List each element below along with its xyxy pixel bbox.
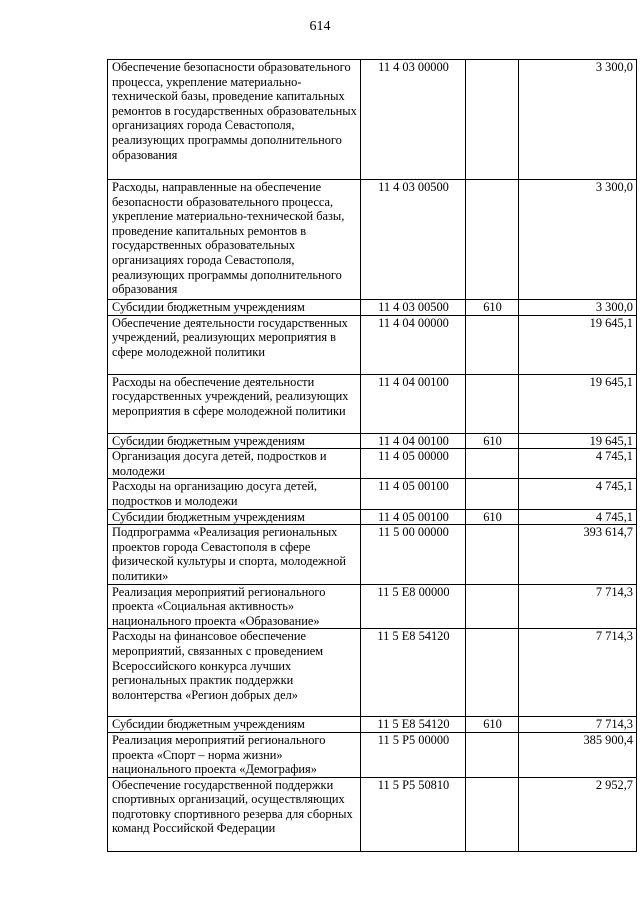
row-kind-cell bbox=[466, 584, 519, 629]
row-name-cell: Расходы на организацию досуга детей, подростков и молодежи bbox=[108, 479, 361, 509]
table-row bbox=[108, 479, 637, 509]
row-code-cell: 11 4 03 00000 bbox=[361, 60, 466, 180]
table-row bbox=[108, 777, 637, 851]
row-code-cell: 11 5 E8 54120 bbox=[361, 717, 466, 733]
row-name-cell: Расходы, направленные на обеспечение безопасности образовательного процесса, укрепление материально-технической базы, проведение капитальных ремонтов в государственных образовательных организациях города Севастополя, реализующих программы дополнительного образования bbox=[108, 180, 361, 300]
row-code-cell: 11 5 E8 54120 bbox=[361, 629, 466, 717]
table-row bbox=[108, 374, 637, 433]
row-sum-cell: 19 645,1 bbox=[519, 315, 637, 374]
row-sum-cell: 393 614,7 bbox=[519, 525, 637, 584]
row-sum-cell: 4 745,1 bbox=[519, 479, 637, 509]
row-code-cell: 11 4 03 00500 bbox=[361, 300, 466, 316]
row-kind-cell bbox=[466, 732, 519, 777]
table-row bbox=[108, 717, 637, 733]
row-sum-cell: 7 714,3 bbox=[519, 629, 637, 717]
row-kind-cell bbox=[466, 777, 519, 851]
row-code-cell: 11 5 E8 00000 bbox=[361, 584, 466, 629]
row-name-cell: Организация досуга детей, подростков и молодежи bbox=[108, 449, 361, 479]
row-name-cell: Расходы на обеспечение деятельности государственных учреждений, реализующих мероприятия в сфере молодежной политики bbox=[108, 374, 361, 433]
row-sum-cell: 4 745,1 bbox=[519, 449, 637, 479]
row-name-cell: Субсидии бюджетным учреждениям bbox=[108, 509, 361, 525]
budget-table bbox=[107, 59, 637, 852]
row-sum-cell: 4 745,1 bbox=[519, 509, 637, 525]
row-kind-cell: 610 bbox=[466, 509, 519, 525]
row-code-cell: 11 4 04 00100 bbox=[361, 374, 466, 433]
row-code-cell: 11 4 05 00100 bbox=[361, 509, 466, 525]
row-kind-cell bbox=[466, 629, 519, 717]
row-sum-cell: 3 300,0 bbox=[519, 180, 637, 300]
table-row bbox=[108, 629, 637, 717]
row-sum-cell: 7 714,3 bbox=[519, 584, 637, 629]
table-row bbox=[108, 60, 637, 180]
row-sum-cell: 2 952,7 bbox=[519, 777, 637, 851]
table-row bbox=[108, 509, 637, 525]
row-code-cell: 11 5 00 00000 bbox=[361, 525, 466, 584]
table-row bbox=[108, 180, 637, 300]
row-code-cell: 11 4 04 00100 bbox=[361, 433, 466, 449]
row-kind-cell bbox=[466, 479, 519, 509]
row-code-cell: 11 4 04 00000 bbox=[361, 315, 466, 374]
row-name-cell: Подпрограмма «Реализация региональных проектов города Севастополя в сфере физической культуры и спорта, молодежной политики» bbox=[108, 525, 361, 584]
row-sum-cell: 3 300,0 bbox=[519, 300, 637, 316]
row-code-cell: 11 5 P5 00000 bbox=[361, 732, 466, 777]
table-row bbox=[108, 584, 637, 629]
table-row bbox=[108, 433, 637, 449]
row-name-cell: Обеспечение государственной поддержки спортивных организаций, осуществляющих подготовку спортивного резерва для сборных команд Российской Федерации bbox=[108, 777, 361, 851]
table-row bbox=[108, 449, 637, 479]
row-code-cell: 11 4 05 00100 bbox=[361, 479, 466, 509]
row-kind-cell bbox=[466, 180, 519, 300]
page-number: 614 bbox=[309, 19, 331, 34]
table-row bbox=[108, 732, 637, 777]
row-kind-cell bbox=[466, 449, 519, 479]
row-code-cell: 11 4 03 00500 bbox=[361, 180, 466, 300]
row-name-cell: Расходы на финансовое обеспечение мероприятий, связанных с проведением Всероссийского конкурса лучших региональных практик поддержки волонтерства «Регион добрых дел» bbox=[108, 629, 361, 717]
row-name-cell: Субсидии бюджетным учреждениям bbox=[108, 433, 361, 449]
row-sum-cell: 3 300,0 bbox=[519, 60, 637, 180]
table-row bbox=[108, 525, 637, 584]
row-sum-cell: 19 645,1 bbox=[519, 433, 637, 449]
row-name-cell: Реализация мероприятий регионального проекта «Спорт – норма жизни» национального проекта «Демография» bbox=[108, 732, 361, 777]
row-kind-cell bbox=[466, 374, 519, 433]
row-sum-cell: 385 900,4 bbox=[519, 732, 637, 777]
row-name-cell: Обеспечение деятельности государственных учреждений, реализующих мероприятия в сфере молодежной политики bbox=[108, 315, 361, 374]
row-kind-cell bbox=[466, 60, 519, 180]
row-code-cell: 11 4 05 00000 bbox=[361, 449, 466, 479]
row-name-cell: Обеспечение безопасности образовательного процесса, укрепление материально-технической базы, проведение капитальных ремонтов в государственных образовательных организациях города Севастополя, реализующих программы дополнительного образования bbox=[108, 60, 361, 180]
row-sum-cell: 7 714,3 bbox=[519, 717, 637, 733]
table-row bbox=[108, 300, 637, 316]
row-kind-cell: 610 bbox=[466, 433, 519, 449]
row-sum-cell: 19 645,1 bbox=[519, 374, 637, 433]
row-code-cell: 11 5 P5 50810 bbox=[361, 777, 466, 851]
row-name-cell: Субсидии бюджетным учреждениям bbox=[108, 717, 361, 733]
row-kind-cell: 610 bbox=[466, 300, 519, 316]
row-name-cell: Субсидии бюджетным учреждениям bbox=[108, 300, 361, 316]
row-kind-cell bbox=[466, 315, 519, 374]
table-row bbox=[108, 315, 637, 374]
row-kind-cell bbox=[466, 525, 519, 584]
row-name-cell: Реализация мероприятий регионального проекта «Социальная активность» национального проекта «Образование» bbox=[108, 584, 361, 629]
row-kind-cell: 610 bbox=[466, 717, 519, 733]
